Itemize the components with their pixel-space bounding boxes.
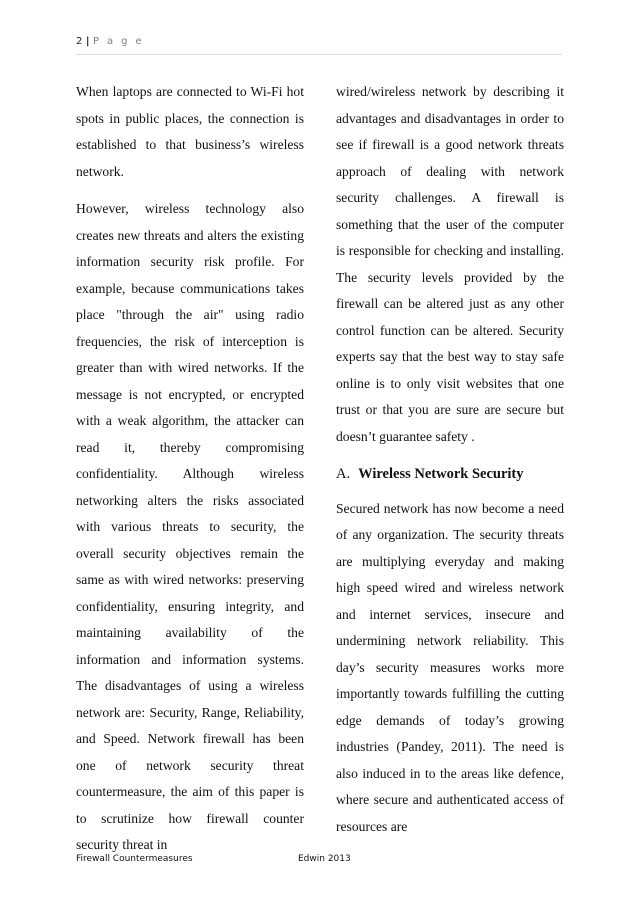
header-separator: |: [85, 36, 91, 47]
section-number: A.: [336, 466, 351, 482]
footer-author: Edwin 2013: [298, 854, 351, 864]
page-number: 2: [76, 36, 83, 47]
page-header: [76, 36, 144, 47]
header-divider: [76, 54, 562, 55]
paragraph: wired/wireless network by describing it advantages and disadvantages in order to see if firewall is a good network threats approach of dealing with network security challenges. A firewall is something that the user of the computer is responsible for checking and installing. The security levels provided by the firewall can be altered just as any other control function can be altered. Security experts say that the best way to stay safe online is to only visit websites that one trust or that you are sure are secure but doesn’t guarantee safety .: [336, 84, 564, 444]
right-column: [336, 79, 564, 851]
paragraph: When laptops are connected to Wi-Fi hot spots in public places, the connection is established to that business’s wireless network.: [76, 84, 304, 179]
left-column: [76, 79, 304, 870]
paragraph: Secured network has now become a need of any organization. The security threats are multiplying everyday and making high speed wired and wireless network and internet services, insecure and undermining network reliability. This day’s security measures works more importantly towards fulfilling the cutting edge demands of today’s growing industries (Pandey, 2011). The need is also induced in to the areas like defence, where secure and authenticated access of resources are: [336, 500, 564, 834]
section-heading: [336, 461, 564, 488]
paragraph: However, wireless technology also creates new threats and alters the existing information security risk profile. For example, because communications takes place "through the air" using radio frequencies, the risk of interception is greater than with wired networks. If the message is not encrypted, or encrypted with a weak algorithm, the attacker can read it, thereby compromising confidentiality. Although wireless networking alters the risks associated with various threats to security, the overall security objectives remain the same as with wired networks: preserving confidentiality, ensuring integrity, and maintaining availability of the information and information systems. The disadvantages of using a wireless network are: Security, Range, Reliability, and Speed. Network firewall has been one of network security threat countermeasure, the aim of this paper is to scrutinize how firewall counter security threat in: [76, 201, 304, 852]
section-title: Wireless Network Security: [358, 466, 524, 482]
page-label: P a g e: [93, 36, 145, 47]
footer-title: Firewall Countermeasures: [76, 854, 193, 864]
